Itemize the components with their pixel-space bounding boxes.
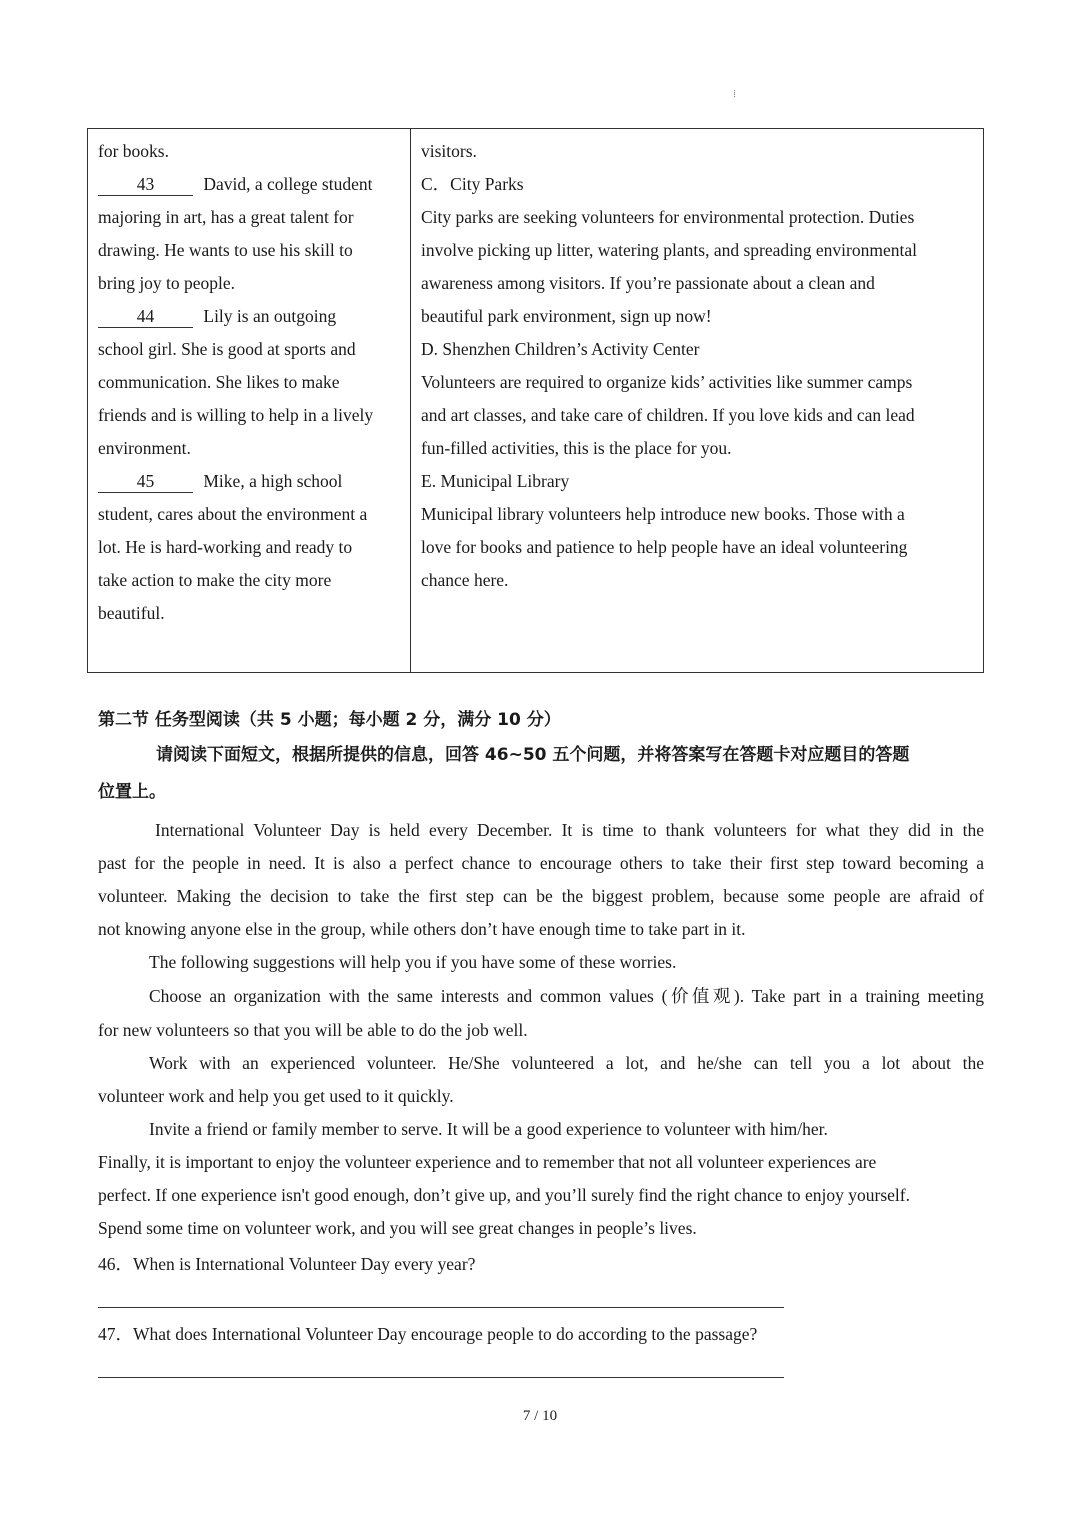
passage-line: Invite a friend or family member to serve. It will be a good experience to volunteer with him/her. bbox=[149, 1119, 828, 1139]
right-line: City parks are seeking volunteers for environmental protection. Duties bbox=[421, 207, 915, 227]
reading-passage bbox=[98, 814, 984, 1245]
left-line-q43: 43 David, a college student bbox=[98, 168, 404, 201]
left-line: communication. She likes to make bbox=[98, 372, 340, 392]
passage-line: not knowing anyone else in the group, while others don’t have enough time to take part in it. bbox=[98, 919, 746, 939]
section-instruction-end: 位置上。 bbox=[98, 782, 166, 802]
passage-line: Spend some time on volunteer work, and you will see great changes in people’s lives. bbox=[98, 1218, 697, 1238]
passage-line: perfect. If one experience isn't good enough, don’t give up, and you’ll surely find the right chance to enjoy yourself. bbox=[98, 1185, 910, 1205]
answer-blank-45[interactable]: 45 bbox=[98, 470, 193, 493]
question-47: 47．What does International Volunteer Day encourage people to do according to the passage? bbox=[98, 1324, 758, 1344]
passage-line: volunteer. Making the decision to take the first step can be the biggest problem, because some people are afraid of bbox=[98, 886, 984, 906]
answer-blank-44[interactable]: 44 bbox=[98, 305, 193, 328]
left-line: lot. He is hard-working and ready to bbox=[98, 537, 353, 557]
matching-table bbox=[87, 128, 984, 673]
right-line: love for books and patience to help people have an ideal volunteering bbox=[421, 537, 908, 557]
option-e-title: E. Municipal Library bbox=[421, 471, 570, 491]
left-line: friends and is willing to help in a lively bbox=[98, 405, 374, 425]
passage-line: The following suggestions will help you if you have some of these worries. bbox=[149, 952, 677, 972]
right-line: visitors. bbox=[421, 141, 477, 161]
left-line-q44: 44 Lily is an outgoing bbox=[98, 300, 404, 333]
option-c-title: C．City Parks bbox=[421, 174, 524, 194]
passage-line: Finally, it is important to enjoy the volunteer experience and to remember that not all volunteer experiences are bbox=[98, 1152, 877, 1172]
left-line: beautiful. bbox=[98, 603, 165, 623]
right-line: beautiful park environment, sign up now! bbox=[421, 306, 712, 326]
passage-line: for new volunteers so that you will be able to do the job well. bbox=[98, 1020, 528, 1040]
section-heading: 第二节 任务型阅读（共 5 小题；每小题 2 分，满分 10 分） 请阅读下面短文，根据所提供的信息，回答 46~50 五个问题，并将答案写在答题卡对应题目的答题 位置上。 bbox=[98, 704, 984, 810]
left-line: drawing. He wants to use his skill to bbox=[98, 240, 353, 260]
answer-blank-43[interactable]: 43 bbox=[98, 173, 193, 196]
left-line: school girl. She is good at sports and bbox=[98, 339, 356, 359]
right-line: chance here. bbox=[421, 570, 509, 590]
answer-line-46[interactable] bbox=[98, 1307, 784, 1308]
passage-line: Work with an experienced volunteer. He/She volunteered a lot, and he/she can tell you a lot about the bbox=[149, 1053, 984, 1073]
passage-line: Choose an organization with the same interests and common values (价值观). Take part in a training meeting bbox=[149, 986, 984, 1006]
right-line: awareness among visitors. If you’re passionate about a clean and bbox=[421, 273, 875, 293]
passage-line: volunteer work and help you get used to it quickly. bbox=[98, 1086, 454, 1106]
left-line: environment. bbox=[98, 438, 191, 458]
right-line: Municipal library volunteers help introduce new books. Those with a bbox=[421, 504, 905, 524]
passage-line: International Volunteer Day is held every December. It is time to thank volunteers for what they did in the bbox=[155, 820, 984, 840]
left-line-q45: 45 Mike, a high school bbox=[98, 465, 404, 498]
section-instruction: 请阅读下面短文，根据所提供的信息，回答 46~50 五个问题，并将答案写在答题卡对应题目的答题 bbox=[156, 745, 910, 765]
header-mark: ⁞ bbox=[733, 88, 737, 100]
page-number: 7 / 10 bbox=[522, 1408, 558, 1424]
table-right-column bbox=[411, 129, 983, 672]
passage-line: past for the people in need. It is also a perfect chance to encourage others to take their first step toward becoming a bbox=[98, 853, 984, 873]
right-line: and art classes, and take care of children. If you love kids and can lead bbox=[421, 405, 915, 425]
left-line: bring joy to people. bbox=[98, 273, 236, 293]
left-line: take action to make the city more bbox=[98, 570, 332, 590]
left-line: majoring in art, has a great talent for bbox=[98, 207, 354, 227]
question-46: 46．When is International Volunteer Day every year? bbox=[98, 1254, 476, 1274]
option-d-title: D. Shenzhen Children’s Activity Center bbox=[421, 339, 700, 359]
right-line: fun-filled activities, this is the place for you. bbox=[421, 438, 732, 458]
right-line: involve picking up litter, watering plants, and spreading environmental bbox=[421, 240, 917, 260]
left-line: for books. bbox=[98, 141, 169, 161]
left-line: student, cares about the environment a bbox=[98, 504, 368, 524]
right-line: Volunteers are required to organize kids’ activities like summer camps bbox=[421, 372, 913, 392]
answer-line-47[interactable] bbox=[98, 1377, 784, 1378]
table-left-column bbox=[88, 129, 411, 672]
